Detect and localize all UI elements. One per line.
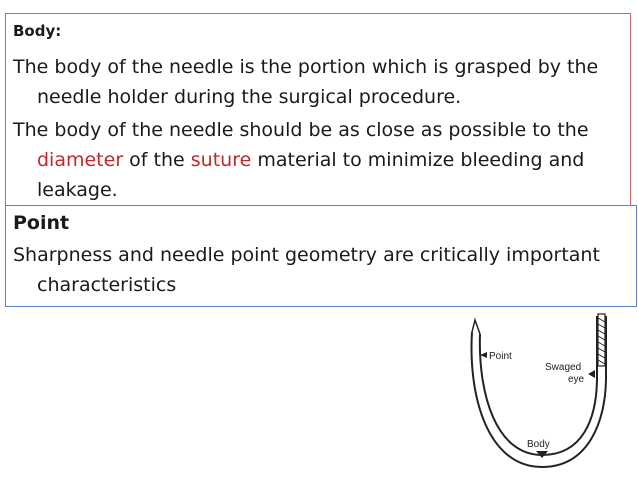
diagram-label-eye: eye (568, 374, 585, 385)
body-paragraph-1: The body of the needle is the portion which is grasped by the needle holder during the surgical procedure. (13, 56, 599, 108)
para2-text-c: material to minimize bleeding and leakage. (37, 149, 585, 201)
swaged-marker-icon (588, 370, 595, 378)
body-paragraph-2 (13, 115, 638, 205)
para2-text-a: The body of the needle should be as close as possible to the (13, 119, 589, 141)
needle-tip (472, 320, 480, 334)
diagram-label-swaged: Swaged (545, 362, 582, 373)
point-heading: Point (13, 212, 70, 234)
body-section-box (5, 13, 631, 213)
body-heading: Body: (13, 22, 62, 40)
diagram-label-body: Body (527, 439, 550, 450)
needle-inner-curve (480, 316, 597, 455)
diameter-highlight: diameter (37, 149, 124, 171)
para2-text-b: of the (123, 149, 191, 171)
diagram-label-point: Point (489, 351, 512, 362)
point-section-box (5, 205, 637, 307)
point-paragraph: Sharpness and needle point geometry are critically important characteristics (13, 244, 600, 296)
suture-highlight: suture (190, 149, 252, 171)
needle-diagram (470, 312, 620, 472)
